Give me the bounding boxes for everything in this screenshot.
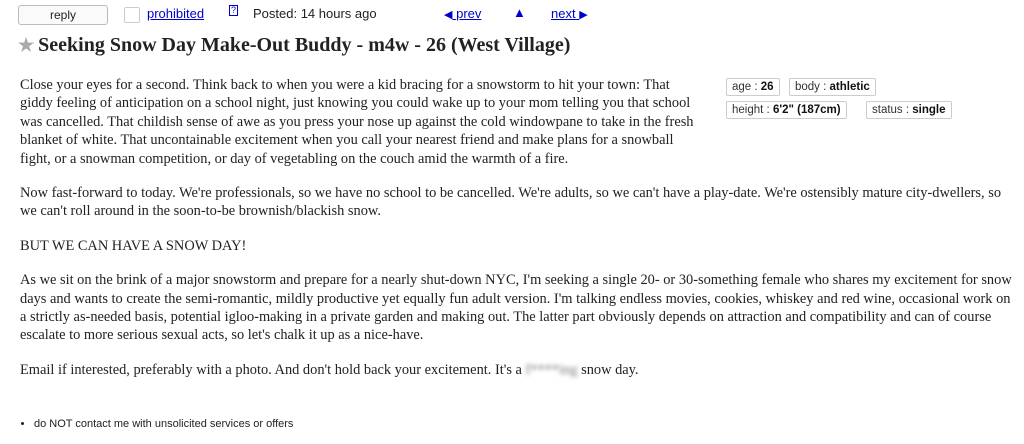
attr-body-value: athletic [829, 81, 870, 93]
blurred-word: f****ing [525, 361, 578, 378]
up-arrow-icon[interactable]: ▲ [513, 5, 526, 20]
help-icon: ? [231, 5, 237, 15]
reply-button[interactable]: reply [18, 5, 108, 25]
favorite-star-icon[interactable]: ★ [18, 35, 35, 55]
attr-age: age : 26 [726, 78, 780, 96]
closing-text-before: Email if interested, preferably with a photo. And don't hold back your excitement. It's a [20, 361, 526, 378]
attr-body-key: body [795, 81, 820, 93]
next-link-label: next [551, 6, 576, 21]
body-paragraph-3: BUT WE CAN HAVE A SNOW DAY! [20, 237, 247, 254]
body-paragraph-closing [20, 361, 1015, 379]
closing-text-after: snow day. [577, 361, 639, 378]
attr-body: body : athletic [789, 78, 876, 96]
notice-item: • do NOT contact me with unsolicited services or offers [34, 418, 293, 430]
body-paragraph-2: Now fast-forward to today. We're professionals, so we have no school to be cancelled. We're adults, so we can't have a play-date. We're ostensibly mature city-dwellers, so we can't roll around in the soon-to-be brownish/blackish snow. [20, 185, 1002, 220]
prev-link[interactable] [444, 6, 481, 21]
next-arrow-icon: ▶ [579, 9, 588, 21]
flag-help-link[interactable] [229, 5, 238, 16]
attr-height: height : 6'2" (187cm) [726, 101, 847, 119]
post-toolbar [18, 4, 1008, 26]
body-paragraph-4: As we sit on the brink of a major snowstorm and prepare for a nearly shut-down NYC, I'm seeking a single 20- or 30-something female who shares my excitement for snow days and wants to create the semi-romantic, mildly productive yet equally fun adult version. I'm talking endless movies, cookies, whiskey and red wine, occasional work on a strictly as-needed basis, potential igloo-making in a private garden and making out. The latter part obviously depends on attraction and compatibility and can of course escalate to more serious sexual acts, so let's chalk it up as a nice-have. [20, 272, 1012, 344]
attr-age-key: age [732, 81, 752, 93]
posting-notices [20, 418, 293, 430]
next-link[interactable] [551, 6, 588, 21]
prev-link-label: prev [456, 6, 482, 21]
attr-height-value: 6'2" (187cm) [772, 104, 841, 116]
posted-time: Posted: 14 hours ago [253, 6, 377, 21]
attr-age-value: 26 [760, 81, 774, 93]
posting-title [18, 34, 570, 57]
attr-status: status : single [866, 101, 952, 119]
flag-checkbox[interactable] [124, 7, 140, 23]
attr-status-value: single [912, 104, 946, 116]
prev-arrow-icon: ◀ [444, 9, 453, 21]
posting-body [20, 76, 1015, 395]
attr-status-key: status [872, 104, 903, 116]
attr-height-key: height [732, 104, 764, 116]
body-paragraph-1: Close your eyes for a second. Think back to when you were a kid bracing for a snowstorm to hit your town: That giddy feeling of anticipation on a school night, just knowing you could wake up to your mom telling you that school was cancelled. That childish sense of awe as you press your nose up against the cold windowpane to take in the fresh blanket of white. That uncontainable excitement when you call your nearest friend and make plans for a snowball fight, or a snowman competition, or day of vegetabling on the couch amid the warmth of a fire. [20, 77, 694, 167]
prohibited-flag-link[interactable]: prohibited [147, 6, 205, 21]
posting-title-text: Seeking Snow Day Make-Out Buddy - m4w - 26 (West Village) [38, 34, 571, 56]
